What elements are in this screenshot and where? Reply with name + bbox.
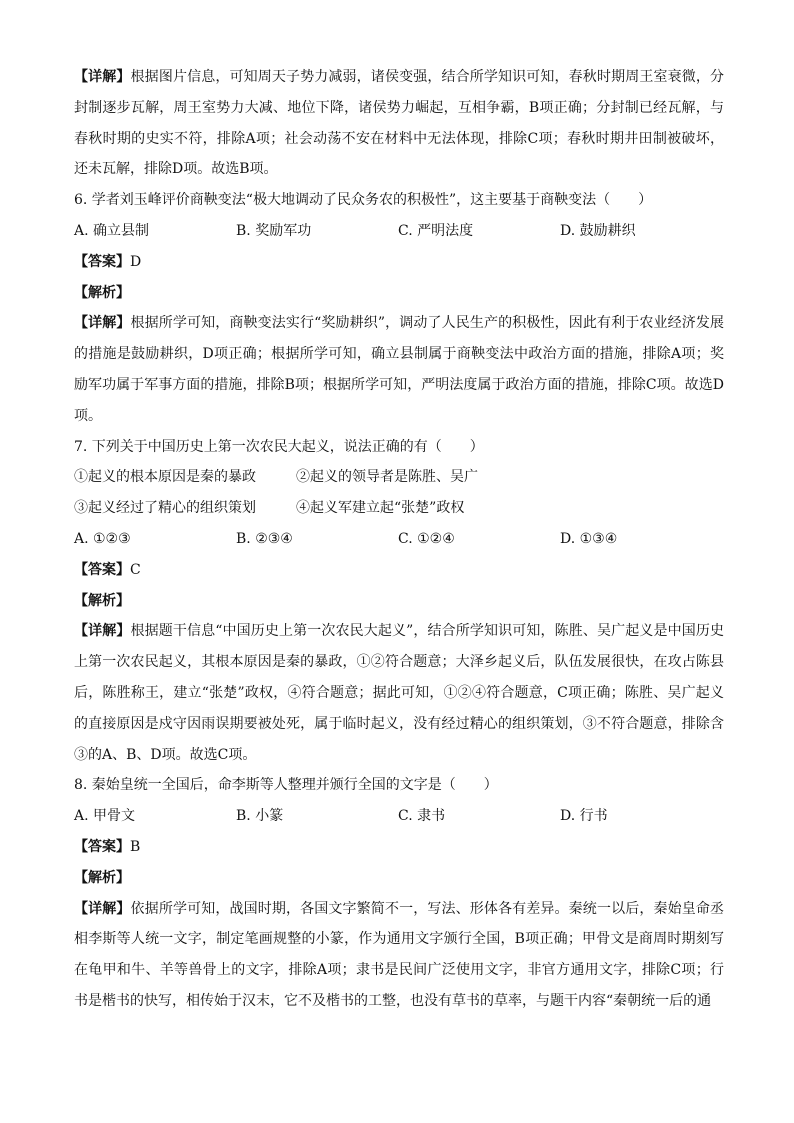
- answer-label: 【答案】: [74, 253, 130, 270]
- q7-analysis-label: [74, 586, 724, 617]
- q7-stem: 7. 下列关于中国历史上第一次农民大起义，说法正确的有（ ）: [74, 438, 484, 455]
- answer-value: C: [130, 561, 141, 578]
- analysis-label: 【解析】: [74, 869, 130, 886]
- detail-text: 根据图片信息，可知周天子势力减弱，诸侯变强，结合所学知识可知，春秋时期周王室衰微，分封制逐步瓦解，周王室势力大减、地位下降，诸侯势力崛起，互相争霸，B项正确；分封制已经瓦解，与春秋时期的史实不符，排除A项；社会动荡不安在材料中无法体现，排除C项；春秋时期井田制被破坏，还未瓦解，排除D项。故选B项。: [74, 69, 725, 178]
- q7-statement-1: ①起义的根本原因是秦的暴政: [74, 469, 256, 486]
- q7-statement-4: ④起义军建立起“张楚”政权: [296, 500, 465, 517]
- q7-statement-2: ②起义的领导者是陈胜、吴广: [296, 469, 478, 486]
- q6-option-a: A. 确立县制: [74, 222, 150, 239]
- answer-value: D: [130, 253, 142, 270]
- detail-text: 根据所学可知，商鞅变法实行“奖励耕织”，调动了人民生产的积极性，因此有利于农业经济发展的措施是鼓励耕织，D项正确；根据所学可知，确立县制属于商鞅变法中政治方面的措施，排除A项；奖励军功属于军事方面的措施，排除B项；根据所学可知，严明法度属于政治方面的措施，排除C项。故选D项。: [74, 315, 725, 424]
- q7-answer: [74, 555, 724, 586]
- q7-option-b: B. ②③④: [236, 530, 293, 547]
- answer-label: 【答案】: [74, 838, 130, 855]
- detail-label: 【详解】: [74, 315, 131, 332]
- q5-detail: [74, 62, 724, 185]
- q8-option-d: D. 行书: [560, 808, 608, 825]
- q8-analysis-label: [74, 863, 724, 894]
- q6-stem: 6. 学者刘玉峰评价商鞅变法“极大地调动了民众务农的积极性”，这主要基于商鞅变法（ ）: [74, 192, 653, 209]
- q7-option-d: D. ①③④: [560, 530, 618, 547]
- q6-option-b: B. 奖励军功: [236, 222, 312, 239]
- detail-text: 依据所学可知，战国时期，各国文字繁简不一，写法、形体各有差异。秦统一以后，秦始皇命丞相李斯等人统一文字，制定笔画规整的小篆，作为通用文字颁行全国，B项正确；甲骨文是商周时期刻写在龟甲和牛、羊等兽骨上的文字，排除A项；隶书是民间广泛使用文字，非官方通用文字，排除C项；行书是楷书的快写，相传始于汉末，它不及楷书的工整，也没有草书的草率，与题干内容“秦朝统一后的通: [74, 900, 725, 1009]
- detail-label: 【详解】: [74, 900, 131, 917]
- q7-option-c: C. ①②④: [398, 530, 455, 547]
- q6-analysis-label: [74, 278, 724, 309]
- q8-stem: 8. 秦始皇统一全国后，命李斯等人整理并颁行全国的文字是（ ）: [74, 777, 498, 794]
- detail-label: 【详解】: [74, 69, 131, 85]
- q6-option-c: C. 严明法度: [398, 222, 474, 239]
- q8-option-c: C. 隶书: [398, 808, 446, 825]
- q7-statements-row2: [74, 493, 724, 524]
- q7-option-a: A. ①②③: [74, 530, 131, 547]
- q8-answer: [74, 832, 724, 863]
- detail-text: 根据题干信息“中国历史上第一次农民大起义”，结合所学知识可知，陈胜、吴广起义是中国历史上第一次农民起义，其根本原因是秦的暴政，①②符合题意；大泽乡起义后，队伍发展很快，在攻占陈县后，陈胜称王，建立“张楚”政权，④符合题意；据此可知，①②④符合题意，C项正确；陈胜、吴广起义的直接原因是戍守因雨误期要被处死，属于临时起义，没有经过精心的组织策划，③不符合题意，排除含③的A、B、D项。故选C项。: [74, 623, 725, 763]
- q8-option-b: B. 小篆: [236, 808, 284, 825]
- analysis-label: 【解析】: [74, 592, 130, 609]
- q6-answer: [74, 247, 724, 278]
- q8-option-a: A. 甲骨文: [74, 808, 136, 825]
- document-page: [74, 62, 724, 1017]
- q6-detail: [74, 308, 724, 431]
- detail-label: 【详解】: [74, 623, 131, 640]
- q7-statements-row1: [74, 462, 724, 493]
- q7-options: [74, 524, 724, 555]
- analysis-label: 【解析】: [74, 284, 130, 301]
- q7-statement-3: ③起义经过了精心的组织策划: [74, 500, 256, 517]
- q6-options: [74, 216, 724, 247]
- q8-detail: [74, 894, 724, 1017]
- q7-detail: [74, 616, 724, 770]
- q6-option-d: D. 鼓励耕织: [560, 222, 636, 239]
- answer-value: B: [130, 838, 141, 855]
- answer-label: 【答案】: [74, 561, 130, 578]
- q8-options: [74, 801, 724, 832]
